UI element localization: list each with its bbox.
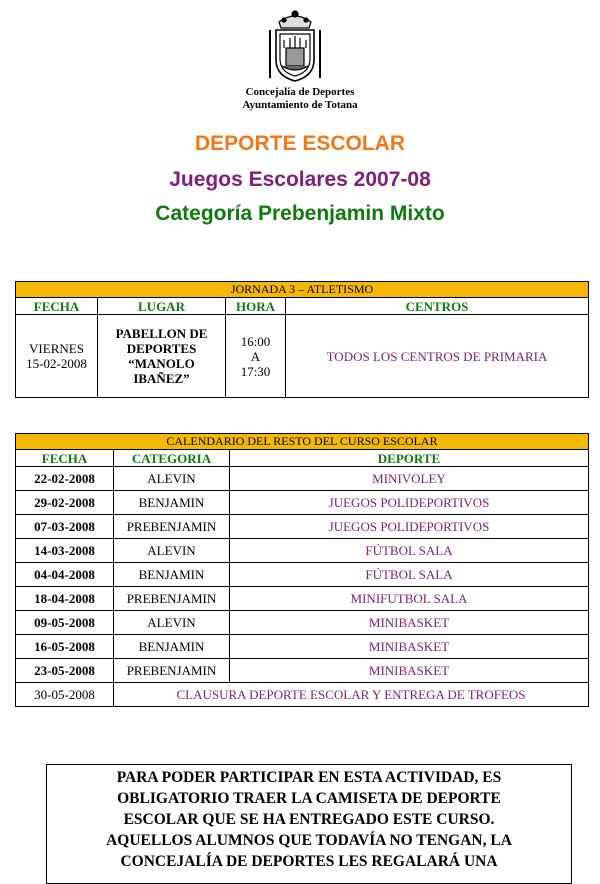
last-clausura: CLAUSURA DEPORTE ESCOLAR Y ENTREGA DE TROFEOS (114, 683, 589, 707)
notice-line: CONCEJALÍA DE DEPORTES LES REGALARÁ UNA (120, 853, 498, 870)
notice-line: AQUELLOS ALUMNOS QUE TODAVÍA NO TENGAN, LA (106, 832, 512, 849)
lugar-line: DEPORTES (126, 341, 197, 356)
header-line2: Ayuntamiento de Totana (242, 99, 358, 111)
table-row (16, 635, 589, 659)
fecha-date: 15-02-2008 (26, 356, 87, 371)
row-fecha: 04-04-2008 (16, 563, 114, 587)
table-row (16, 515, 589, 539)
col-centros: CENTROS (286, 298, 589, 315)
row-deporte: MINIVOLEY (230, 467, 589, 491)
row-categoria: PREBENJAMIN (114, 587, 230, 611)
col-categoria: CATEGORIA (114, 450, 230, 467)
table-row (16, 563, 589, 587)
fecha-day: VIERNES (29, 341, 84, 356)
row-categoria: BENJAMIN (114, 491, 230, 515)
col-fecha: FECHA (16, 298, 98, 315)
row-fecha: 09-05-2008 (16, 611, 114, 635)
jornada-fecha (16, 315, 98, 398)
jornada-table (15, 281, 589, 398)
lugar-line: “MANOLO (128, 356, 195, 371)
notice-line: OBLIGATORIO TRAER LA CAMISETA DE DEPORTE (117, 790, 501, 807)
crest-icon (262, 8, 328, 84)
table-row (16, 539, 589, 563)
row-deporte: FÚTBOL SALA (230, 563, 589, 587)
row-categoria: ALEVIN (114, 539, 230, 563)
row-fecha: 23-05-2008 (16, 659, 114, 683)
notice-box (46, 764, 572, 884)
col-deporte: DEPORTE (230, 450, 589, 467)
row-categoria: BENJAMIN (114, 635, 230, 659)
last-fecha: 30-05-2008 (16, 683, 114, 707)
table-row (16, 659, 589, 683)
col-fecha: FECHA (16, 450, 114, 467)
row-fecha: 18-04-2008 (16, 587, 114, 611)
hora-line: A (250, 348, 261, 364)
jornada-hora (226, 315, 286, 398)
calendario-bar: CALENDARIO DEL RESTO DEL CURSO ESCOLAR (16, 434, 589, 450)
row-deporte: JUEGOS POLIDEPORTIVOS (230, 515, 589, 539)
row-deporte: MINIFUTBOL SALA (230, 587, 589, 611)
row-fecha: 16-05-2008 (16, 635, 114, 659)
row-categoria: ALEVIN (114, 611, 230, 635)
table-row (16, 587, 589, 611)
row-deporte: MINIBASKET (230, 635, 589, 659)
row-deporte: FÚTBOL SALA (230, 539, 589, 563)
table-row (16, 491, 589, 515)
lugar-line: IBAÑEZ” (133, 371, 190, 386)
table-row (16, 467, 589, 491)
calendario-table (15, 433, 589, 707)
notice-line: ESCOLAR QUE SE HA ENTREGADO ESTE CURSO. (123, 811, 495, 828)
jornada-lugar (98, 315, 226, 398)
header-line1: Concejalía de Deportes (245, 86, 355, 98)
row-categoria: BENJAMIN (114, 563, 230, 587)
row-fecha: 22-02-2008 (16, 467, 114, 491)
row-deporte: MINIBASKET (230, 659, 589, 683)
jornada-bar: JORNADA 3 – ATLETISMO (16, 282, 589, 298)
jornada-centros: TODOS LOS CENTROS DE PRIMARIA (286, 315, 589, 398)
row-fecha: 29-02-2008 (16, 491, 114, 515)
table-row (16, 611, 589, 635)
col-lugar: LUGAR (98, 298, 226, 315)
lugar-line: PABELLON DE (115, 326, 208, 341)
hora-line: 16:00 (240, 333, 271, 349)
notice-line: PARA PODER PARTICIPAR EN ESTA ACTIVIDAD, ES (116, 769, 502, 786)
main-title: DEPORTE ESCOLAR (194, 132, 406, 155)
sub-title: Juegos Escolares 2007-08 (169, 168, 431, 191)
category-title: Categoría Prebenjamin Mixto (155, 202, 445, 225)
row-deporte: MINIBASKET (230, 611, 589, 635)
row-fecha: 14-03-2008 (16, 539, 114, 563)
col-hora: HORA (226, 298, 286, 315)
row-categoria: ALEVIN (114, 467, 230, 491)
row-fecha: 07-03-2008 (16, 515, 114, 539)
row-deporte: JUEGOS POLIDEPORTIVOS (230, 491, 589, 515)
hora-line: 17:30 (240, 363, 271, 379)
row-categoria: PREBENJAMIN (114, 515, 230, 539)
row-categoria: PREBENJAMIN (114, 659, 230, 683)
